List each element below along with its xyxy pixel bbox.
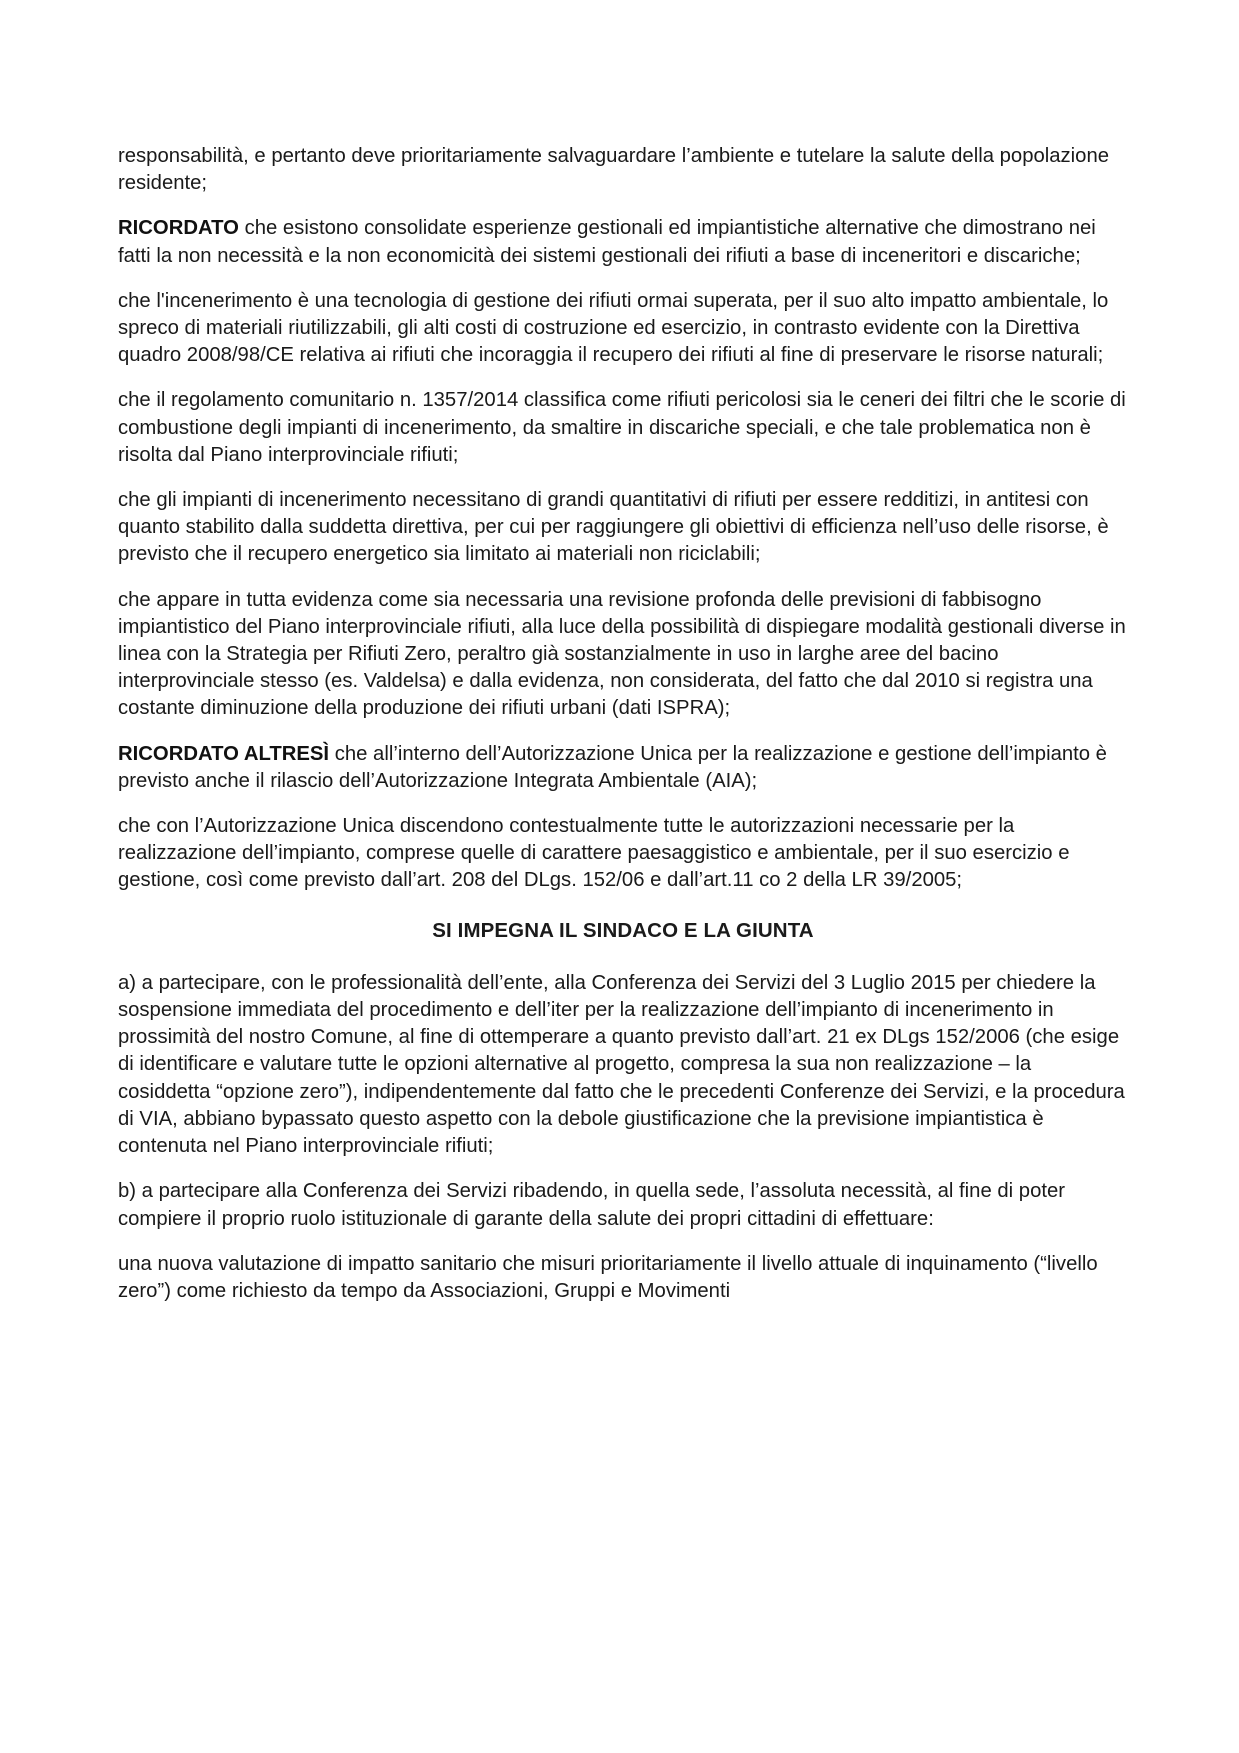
commitment-b: b) a partecipare alla Conferenza dei Servizi ribadendo, in quella sede, l’assoluta necessità, al fine di poter compiere il proprio ruolo istituzionale di garante della salute dei propri cittadini di effettuare: [118,1180,1066,1230]
bold-lead: RICORDATO [118,217,239,240]
section-heading: SI IMPEGNA IL SINDACO E LA GIUNTA [432,918,814,942]
bold-lead: RICORDATO ALTRESÌ [118,742,330,765]
paragraph-responsabilita: responsabilità, e pertanto deve prioritariamente salvaguardare l’ambiente e tutelare la salute della popolazione residente; [118,145,1110,195]
paragraph-revisione: che appare in tutta evidenza come sia necessaria una revisione profonda delle previsioni di fabbisogno impiantistico del Piano interprovinciale rifiuti, alla luce della possibilità di dispiegare modalità gestionali diverse in linea con la Strategia per Rifiuti Zero, peraltro già sostanzialmente in uso in larghe aree del bacino interprovinciale stesso (es. Valdelsa) e dalla evidenza, non considerata, del fatto che dal 2010 si registra una costante diminuzione della produzione dei rifiuti urbani (dati ISPRA); [118,588,1126,720]
paragraph-autorizzazione-unica: che con l’Autorizzazione Unica discendono contestualmente tutte le autorizzazioni necessarie per la realizzazione dell’impianto, comprese quelle di carattere paesaggistico e ambientale, per il suo esercizio e gestione, così come previsto dall’art. 208 del DLgs. 152/06 e dall’art.11 co 2 della LR 39/2005; [118,815,1070,892]
commitment-valutazione: una nuova valutazione di impatto sanitario che misuri prioritariamente il livello attuale di inquinamento (“livello zero”) come richiesto da tempo da Associazioni, Gruppi e Movimenti [118,1252,1098,1302]
document-page [118,143,1128,1323]
paragraph-ricordato-altresi: RICORDATO ALTRESÌ che all’interno dell’Autorizzazione Unica per la realizzazione e gestione dell’impianto è previsto anche il rilascio dell’Autorizzazione Integrata Ambientale (AIA); [118,742,1107,792]
commitment-a: a) a partecipare, con le professionalità dell’ente, alla Conferenza dei Servizi del 3 Luglio 2015 per chiedere la sospensione immediata del procedimento e dell’iter per la realizzazione dell’impianto di incenerimento in prossimità del nostro Comune, al fine di ottemperare a quanto previsto dall’art. 21 ex DLgs 152/2006 (che esige di identificare e valutare tutte le opzioni alternative al progetto, compresa la sua non realizzazione – la cosiddetta “opzione zero”), indipendentemente dal fatto che le precedenti Conferenze dei Servizi, e la procedura di VIA, abbiano bypassato questo aspetto con la debole giustificazione che la previsione impiantistica è contenuta nel Piano interprovinciale rifiuti; [118,971,1125,1158]
paragraph-incenerimento: che l'incenerimento è una tecnologia di gestione dei rifiuti ormai superata, per il suo alto impatto ambientale, lo spreco di materiali riutilizzabili, gli alti costi di costruzione ed esercizio, in contrasto evidente con la Direttiva quadro 2008/98/CE relativa ai rifiuti che incoraggia il recupero dei rifiuti al fine di preservare le risorse naturali; [118,289,1109,367]
paragraph-ricordato: RICORDATO che esistono consolidate esperienze gestionali ed impiantistiche alternative che dimostrano nei fatti la non necessità e la non economicità dei sistemi gestionali dei rifiuti a base di inceneritori e discariche; [118,217,1096,267]
paragraph-impianti: che gli impianti di incenerimento necessitano di grandi quantitativi di rifiuti per essere redditizi, in antitesi con quanto stabilito dalla suddetta direttiva, per cui per raggiungere gli obiettivi di efficienza nell’uso delle risorse, è previsto che il recupero energetico sia limitato ai materiali non riciclabili; [118,489,1109,566]
paragraph-regolamento: che il regolamento comunitario n. 1357/2014 classifica come rifiuti pericolosi sia le ceneri dei filtri che le scorie di combustione degli impianti di incenerimento, da smaltire in discariche speciali, e che tale problematica non è risolta dal Piano interprovinciale rifiuti; [118,389,1126,466]
